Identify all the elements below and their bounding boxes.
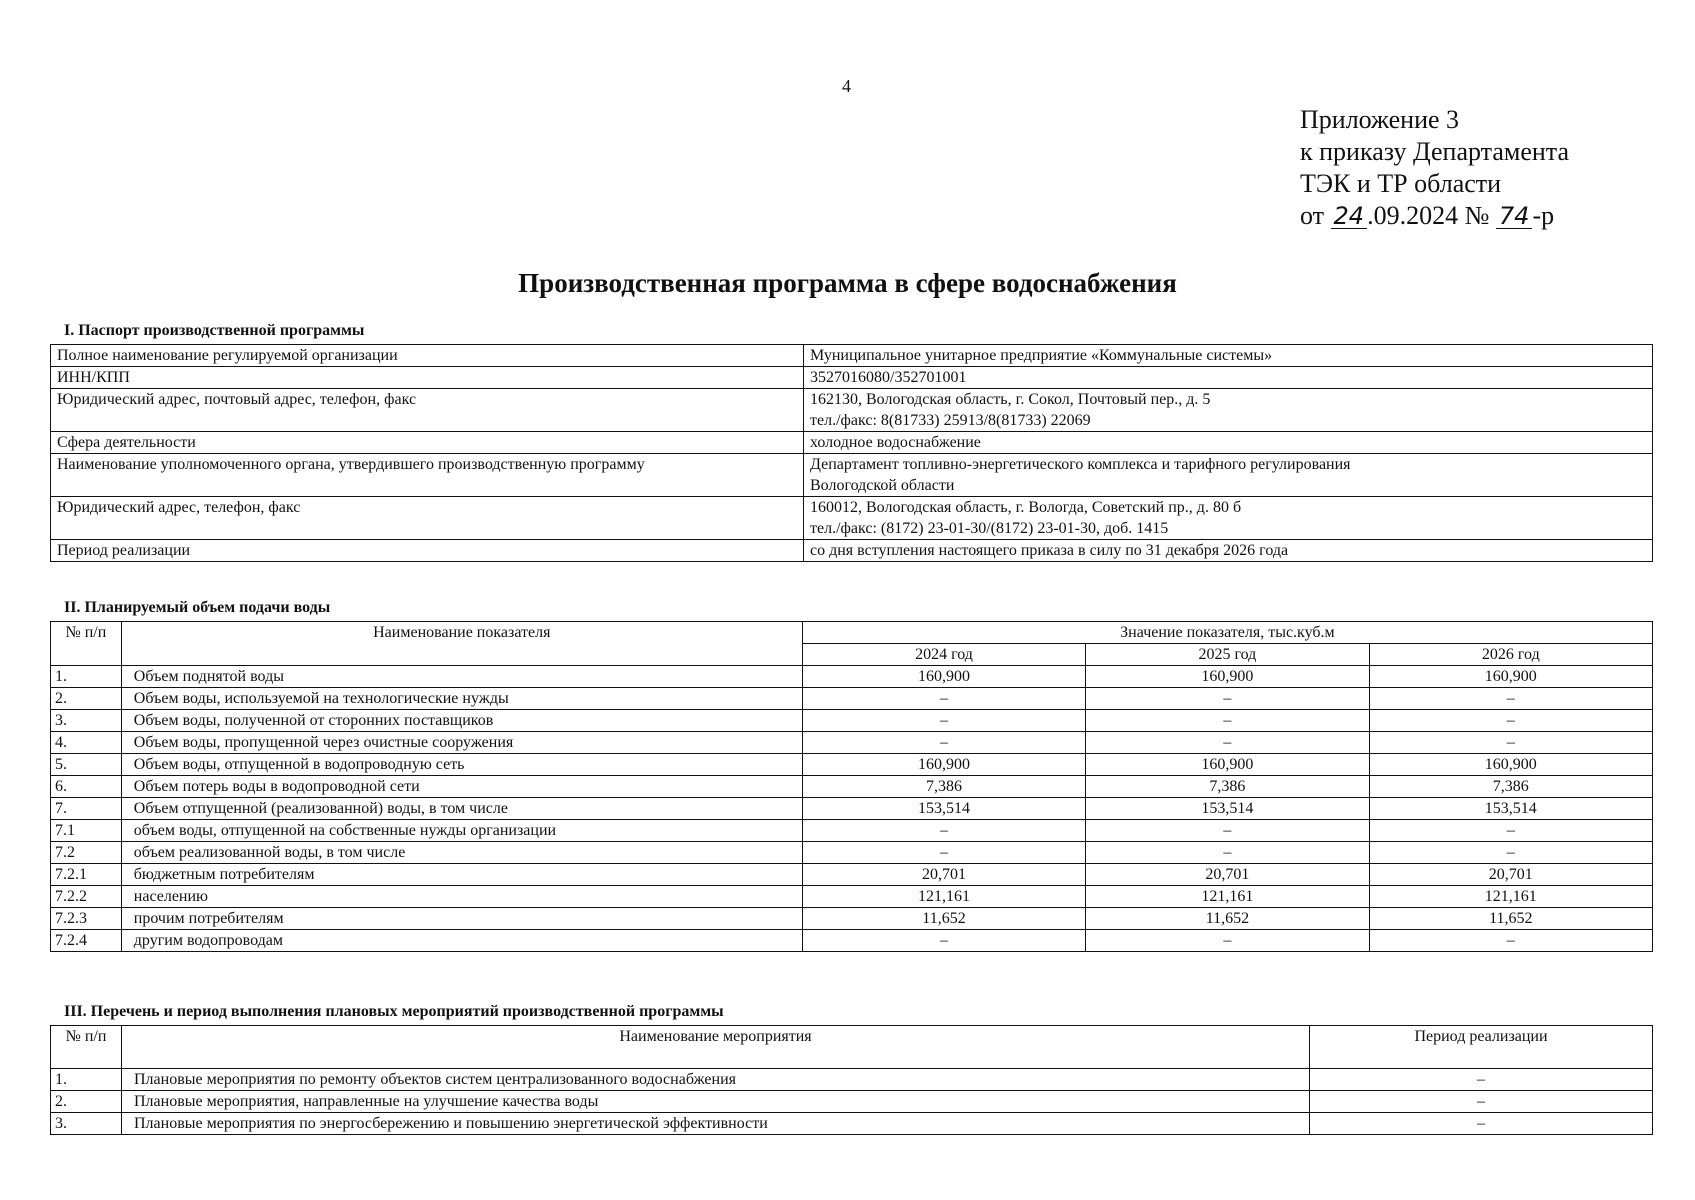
table-row bbox=[51, 345, 1653, 367]
indicator-value-2024: – bbox=[802, 820, 1085, 842]
indicator-value-2025: 7,386 bbox=[1086, 776, 1369, 798]
section-3-title: III. Перечень и период выполнения плановых мероприятий производственной программы bbox=[64, 1003, 724, 1020]
table-row bbox=[51, 798, 1653, 820]
indicator-value-2024: 7,386 bbox=[802, 776, 1085, 798]
appendix-line-2: к приказу Департамента bbox=[1300, 137, 1570, 166]
indicator-name: объем воды, отпущенной на собственные нужды организации bbox=[121, 820, 802, 842]
indicator-value-2025: – bbox=[1086, 688, 1369, 710]
indicator-value-2026: 20,701 bbox=[1369, 864, 1652, 886]
order-suffix: -р bbox=[1532, 201, 1555, 230]
section-1-title: I. Паспорт производственной программы bbox=[64, 322, 365, 339]
indicator-name: объем реализованной воды, в том числе bbox=[121, 842, 802, 864]
section-2-title: II. Планируемый объем подачи воды bbox=[64, 599, 331, 616]
header-indicator-name: Наименование показателя bbox=[121, 622, 802, 666]
indicator-name: Объем воды, полученной от сторонних поставщиков bbox=[121, 710, 802, 732]
indicator-value-2026: – bbox=[1369, 930, 1652, 952]
indicator-value-2026: – bbox=[1369, 688, 1652, 710]
indicator-value-2024: 160,900 bbox=[802, 666, 1085, 688]
water-volume-table bbox=[50, 621, 1653, 952]
row-number: 5. bbox=[51, 754, 122, 776]
passport-table bbox=[50, 344, 1653, 562]
table-header-row bbox=[51, 622, 1653, 644]
measure-period: – bbox=[1310, 1069, 1653, 1091]
indicator-value-2026: – bbox=[1369, 820, 1652, 842]
row-number: 7.2.1 bbox=[51, 864, 122, 886]
indicator-value-2025: – bbox=[1086, 732, 1369, 754]
header-num: № п/п bbox=[51, 1026, 122, 1069]
table-row bbox=[51, 820, 1653, 842]
table-row bbox=[51, 732, 1653, 754]
table-row bbox=[51, 540, 1653, 562]
row-number: 1. bbox=[51, 1069, 122, 1091]
table-row bbox=[51, 842, 1653, 864]
table-row bbox=[51, 666, 1653, 688]
header-year: 2025 год bbox=[1086, 644, 1369, 666]
passport-label: Юридический адрес, почтовый адрес, телефон, факс bbox=[51, 389, 804, 432]
indicator-name: бюджетным потребителям bbox=[121, 864, 802, 886]
indicator-name: населению bbox=[121, 886, 802, 908]
indicator-value-2025: – bbox=[1086, 930, 1369, 952]
indicator-name: Объем потерь воды в водопроводной сети bbox=[121, 776, 802, 798]
table-row bbox=[51, 367, 1653, 389]
measure-period: – bbox=[1310, 1113, 1653, 1135]
passport-value bbox=[804, 497, 1653, 540]
table-row bbox=[51, 497, 1653, 540]
passport-value: 3527016080/352701001 bbox=[804, 367, 1653, 389]
indicator-value-2025: 153,514 bbox=[1086, 798, 1369, 820]
header-indicator-value: Значение показателя, тыс.куб.м bbox=[802, 622, 1652, 644]
passport-label: Наименование уполномоченного органа, утвердившего производственную программу bbox=[51, 454, 804, 497]
passport-label: Полное наименование регулируемой организации bbox=[51, 345, 804, 367]
indicator-value-2026: 160,900 bbox=[1369, 754, 1652, 776]
table-row bbox=[51, 776, 1653, 798]
table-row bbox=[51, 454, 1653, 497]
table-row bbox=[51, 688, 1653, 710]
table-row bbox=[51, 864, 1653, 886]
passport-value-line: 162130, Вологодская область, г. Сокол, Почтовый пер., д. 5 bbox=[810, 391, 1211, 408]
row-number: 2. bbox=[51, 688, 122, 710]
table-row bbox=[51, 886, 1653, 908]
indicator-value-2024: – bbox=[802, 842, 1085, 864]
indicator-name: Объем воды, пропущенной через очистные сооружения bbox=[121, 732, 802, 754]
table-row bbox=[51, 710, 1653, 732]
indicator-name: прочим потребителям bbox=[121, 908, 802, 930]
indicator-value-2024: – bbox=[802, 688, 1085, 710]
row-number: 7.2.4 bbox=[51, 930, 122, 952]
indicator-value-2024: – bbox=[802, 930, 1085, 952]
passport-value-line: тел./факс: (8172) 23-01-30/(8172) 23-01-30, доб. 1415 bbox=[810, 520, 1169, 537]
indicator-value-2025: – bbox=[1086, 710, 1369, 732]
indicator-name: Объем поднятой воды bbox=[121, 666, 802, 688]
indicator-value-2025: 160,900 bbox=[1086, 666, 1369, 688]
row-number: 3. bbox=[51, 710, 122, 732]
appendix-line-3: ТЭК и ТР области bbox=[1300, 169, 1502, 198]
indicator-name: Объем отпущенной (реализованной) воды, в том числе bbox=[121, 798, 802, 820]
handwritten-order-number: 74 bbox=[1496, 204, 1533, 229]
document-title: Производственная программа в сфере водоснабжения bbox=[518, 268, 1177, 298]
row-number: 2. bbox=[51, 1091, 122, 1113]
row-number: 3. bbox=[51, 1113, 122, 1135]
page-number: 4 bbox=[842, 76, 851, 96]
row-number: 7.2.3 bbox=[51, 908, 122, 930]
date-prefix: от bbox=[1300, 201, 1325, 230]
table-row bbox=[51, 754, 1653, 776]
indicator-value-2026: – bbox=[1369, 842, 1652, 864]
indicator-value-2026: 153,514 bbox=[1369, 798, 1652, 820]
passport-label: Юридический адрес, телефон, факс bbox=[51, 497, 804, 540]
table-header-row bbox=[51, 1026, 1653, 1069]
passport-label: Период реализации bbox=[51, 540, 804, 562]
appendix-line-1: Приложение 3 bbox=[1300, 105, 1460, 134]
passport-value: холодное водоснабжение bbox=[804, 432, 1653, 454]
table-row bbox=[51, 908, 1653, 930]
measure-name: Плановые мероприятия по ремонту объектов систем централизованного водоснабжения bbox=[122, 1069, 1310, 1091]
indicator-value-2024: 11,652 bbox=[802, 908, 1085, 930]
header-num: № п/п bbox=[51, 622, 122, 666]
measure-name: Плановые мероприятия по энергосбережению и повышению энергетической эффективности bbox=[122, 1113, 1310, 1135]
indicator-value-2024: 153,514 bbox=[802, 798, 1085, 820]
row-number: 7.1 bbox=[51, 820, 122, 842]
row-number: 7.2.2 bbox=[51, 886, 122, 908]
indicator-value-2025: 20,701 bbox=[1086, 864, 1369, 886]
indicator-value-2024: – bbox=[802, 732, 1085, 754]
measures-table bbox=[50, 1025, 1653, 1135]
date-rest: .09.2024 № bbox=[1367, 201, 1490, 230]
row-number: 1. bbox=[51, 666, 122, 688]
header-period: Период реализации bbox=[1310, 1026, 1653, 1069]
indicator-value-2026: – bbox=[1369, 732, 1652, 754]
indicator-name: другим водопроводам bbox=[121, 930, 802, 952]
handwritten-day: 24 bbox=[1331, 204, 1368, 229]
passport-value bbox=[804, 454, 1653, 497]
indicator-value-2025: – bbox=[1086, 820, 1369, 842]
indicator-value-2024: – bbox=[802, 710, 1085, 732]
appendix-date-line bbox=[1300, 200, 1569, 232]
passport-value-line: Департамент топливно-энергетического комплекса и тарифного регулирования bbox=[810, 456, 1351, 473]
table-row bbox=[51, 1091, 1653, 1113]
measure-name: Плановые мероприятия, направленные на улучшение качества воды bbox=[122, 1091, 1310, 1113]
table-row bbox=[51, 389, 1653, 432]
indicator-value-2026: 7,386 bbox=[1369, 776, 1652, 798]
passport-value: со дня вступления настоящего приказа в силу по 31 декабря 2026 года bbox=[804, 540, 1653, 562]
indicator-value-2025: 121,161 bbox=[1086, 886, 1369, 908]
row-number: 7.2 bbox=[51, 842, 122, 864]
measure-period: – bbox=[1310, 1091, 1653, 1113]
row-number: 7. bbox=[51, 798, 122, 820]
indicator-value-2024: 160,900 bbox=[802, 754, 1085, 776]
table-row bbox=[51, 1113, 1653, 1135]
table-row bbox=[51, 1069, 1653, 1091]
indicator-value-2026: 160,900 bbox=[1369, 666, 1652, 688]
passport-label: Сфера деятельности bbox=[51, 432, 804, 454]
indicator-name: Объем воды, отпущенной в водопроводную сеть bbox=[121, 754, 802, 776]
indicator-value-2026: 121,161 bbox=[1369, 886, 1652, 908]
table-row bbox=[51, 930, 1653, 952]
indicator-value-2025: – bbox=[1086, 842, 1369, 864]
passport-value-line: тел./факс: 8(81733) 25913/8(81733) 22069 bbox=[810, 412, 1091, 429]
passport-value-line: 160012, Вологодская область, г. Вологда, Советский пр., д. 80 б bbox=[810, 499, 1242, 516]
passport-value: Муниципальное унитарное предприятие «Коммунальные системы» bbox=[804, 345, 1653, 367]
indicator-value-2026: – bbox=[1369, 710, 1652, 732]
indicator-value-2025: 11,652 bbox=[1086, 908, 1369, 930]
passport-label: ИНН/КПП bbox=[51, 367, 804, 389]
indicator-value-2024: 20,701 bbox=[802, 864, 1085, 886]
row-number: 4. bbox=[51, 732, 122, 754]
header-measure-name: Наименование мероприятия bbox=[122, 1026, 1310, 1069]
row-number: 6. bbox=[51, 776, 122, 798]
indicator-name: Объем воды, используемой на технологические нужды bbox=[121, 688, 802, 710]
table-row bbox=[51, 432, 1653, 454]
appendix-block bbox=[1300, 104, 1569, 232]
indicator-value-2026: 11,652 bbox=[1369, 908, 1652, 930]
passport-value bbox=[804, 389, 1653, 432]
header-year: 2024 год bbox=[802, 644, 1085, 666]
header-year: 2026 год bbox=[1369, 644, 1652, 666]
indicator-value-2025: 160,900 bbox=[1086, 754, 1369, 776]
indicator-value-2024: 121,161 bbox=[802, 886, 1085, 908]
passport-value-line: Вологодской области bbox=[810, 477, 955, 494]
